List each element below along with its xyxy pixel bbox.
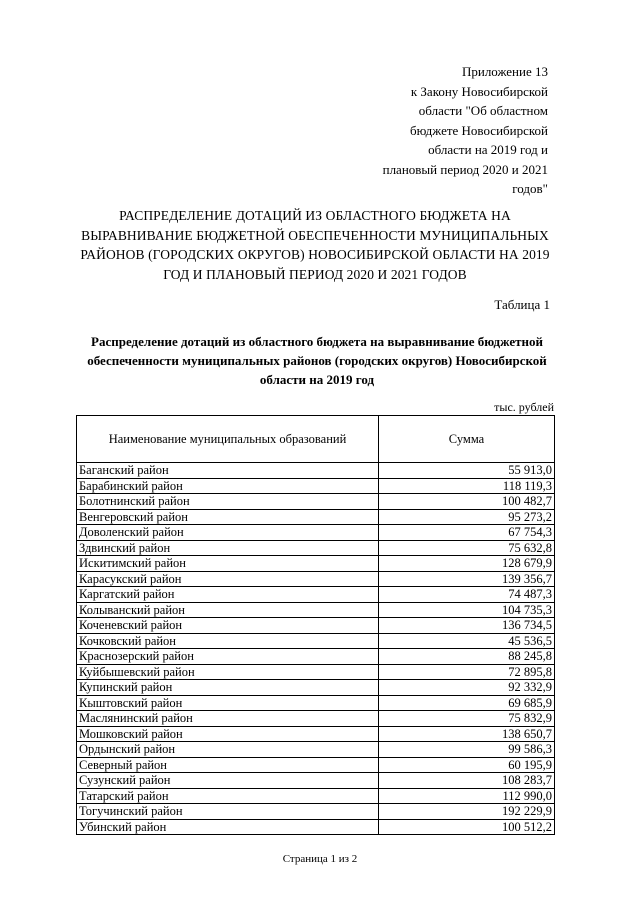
row-amount: 55 913,0 <box>379 463 555 479</box>
title-line: РАЙОНОВ (ГОРОДСКИХ ОКРУГОВ) НОВОСИБИРСКОЙ ОБЛАСТИ НА 2019 <box>80 247 550 262</box>
appendix-line: годов" <box>512 181 548 196</box>
row-name: Кыштовский район <box>77 695 379 711</box>
appendix-line: области на 2019 год и <box>428 142 548 157</box>
row-name: Колыванский район <box>77 602 379 618</box>
table-row <box>77 478 555 494</box>
row-name: Маслянинский район <box>77 711 379 727</box>
document-title <box>78 206 552 284</box>
row-amount: 136 734,5 <box>379 618 555 634</box>
table-row <box>77 757 555 773</box>
table-row <box>77 587 555 603</box>
row-amount: 118 119,3 <box>379 478 555 494</box>
row-amount: 75 832,9 <box>379 711 555 727</box>
row-name: Ордынский район <box>77 742 379 758</box>
appendix-line: области "Об областном <box>418 103 548 118</box>
row-name: Сузунский район <box>77 773 379 789</box>
row-amount: 72 895,8 <box>379 664 555 680</box>
row-amount: 92 332,9 <box>379 680 555 696</box>
row-amount: 60 195,9 <box>379 757 555 773</box>
row-name: Северный район <box>77 757 379 773</box>
appendix-line: плановый период 2020 и 2021 <box>382 161 548 177</box>
row-name: Кочковский район <box>77 633 379 649</box>
row-amount: 139 356,7 <box>379 571 555 587</box>
table-row <box>77 463 555 479</box>
header-amount: Сумма <box>379 416 555 463</box>
row-amount: 75 632,8 <box>379 540 555 556</box>
row-name: Татарский район <box>77 788 379 804</box>
row-amount: 104 735,3 <box>379 602 555 618</box>
row-name: Искитимский район <box>77 556 379 572</box>
table-row <box>77 571 555 587</box>
units-label: тыс. рублей <box>494 400 554 414</box>
page-footer: Страница 1 из 2 <box>282 853 358 865</box>
row-name: Баганский район <box>77 463 379 479</box>
table-row <box>77 509 555 525</box>
table-row <box>77 633 555 649</box>
table-row <box>77 726 555 742</box>
row-name: Каргатский район <box>77 587 379 603</box>
row-amount: 192 229,9 <box>379 804 555 820</box>
subtitle-line: области на 2019 год <box>259 372 375 387</box>
table-row <box>77 773 555 789</box>
table-row <box>77 742 555 758</box>
table-row <box>77 618 555 634</box>
table-row <box>77 695 555 711</box>
table-row <box>77 804 555 820</box>
row-name: Коченевский район <box>77 618 379 634</box>
row-name: Мошковский район <box>77 726 379 742</box>
row-name: Барабинский район <box>77 478 379 494</box>
subtitle-line: Распределение дотаций из областного бюджета на выравнивание бюджетной <box>91 334 543 349</box>
row-amount: 100 512,2 <box>379 819 555 835</box>
row-name: Доволенский район <box>77 525 379 541</box>
header-municipality: Наименование муниципальных образований <box>77 416 379 463</box>
table-row <box>77 819 555 835</box>
table-row <box>77 540 555 556</box>
row-name: Тогучинский район <box>77 804 379 820</box>
row-amount: 88 245,8 <box>379 649 555 665</box>
table-row <box>77 494 555 510</box>
row-name: Болотнинский район <box>77 494 379 510</box>
table-row <box>77 711 555 727</box>
table-row <box>77 649 555 665</box>
row-amount: 74 487,3 <box>379 587 555 603</box>
table-row <box>77 525 555 541</box>
table-row <box>77 664 555 680</box>
appendix-line: бюджете Новосибирской <box>409 122 548 138</box>
table-row <box>77 680 555 696</box>
row-amount: 100 482,7 <box>379 494 555 510</box>
row-name: Куйбышевский район <box>77 664 379 680</box>
table-subtitle <box>78 332 556 389</box>
table-row <box>77 602 555 618</box>
row-name: Краснозерский район <box>77 649 379 665</box>
row-name: Убинский район <box>77 819 379 835</box>
row-name: Купинский район <box>77 680 379 696</box>
table-row <box>77 556 555 572</box>
row-amount: 138 650,7 <box>379 726 555 742</box>
row-name: Венгеровский район <box>77 509 379 525</box>
appendix-line: к Закону Новосибирской <box>410 83 548 99</box>
row-amount: 99 586,3 <box>379 742 555 758</box>
row-amount: 67 754,3 <box>379 525 555 541</box>
row-amount: 108 283,7 <box>379 773 555 789</box>
row-amount: 112 990,0 <box>379 788 555 804</box>
row-amount: 69 685,9 <box>379 695 555 711</box>
table-row <box>77 788 555 804</box>
title-line: РАСПРЕДЕЛЕНИЕ ДОТАЦИЙ ИЗ ОБЛАСТНОГО БЮДЖЕТА НА <box>119 208 511 223</box>
row-amount: 128 679,9 <box>379 556 555 572</box>
appendix-line: Приложение 13 <box>461 64 548 79</box>
row-amount: 45 536,5 <box>379 633 555 649</box>
subtitle-line: обеспеченности муниципальных районов (городских округов) Новосибирской <box>87 353 547 368</box>
row-name: Карасукский район <box>77 571 379 587</box>
table-number: Таблица 1 <box>494 297 550 312</box>
table-header-row <box>77 416 555 463</box>
title-line: ГОД И ПЛАНОВЫЙ ПЕРИОД 2020 И 2021 ГОДОВ <box>163 266 467 282</box>
appendix-note <box>348 62 548 199</box>
subsidy-table <box>76 415 555 835</box>
title-line: ВЫРАВНИВАНИЕ БЮДЖЕТНОЙ ОБЕСПЕЧЕННОСТИ МУНИЦИПАЛЬНЫХ <box>81 227 549 243</box>
row-amount: 95 273,2 <box>379 509 555 525</box>
row-name: Здвинский район <box>77 540 379 556</box>
